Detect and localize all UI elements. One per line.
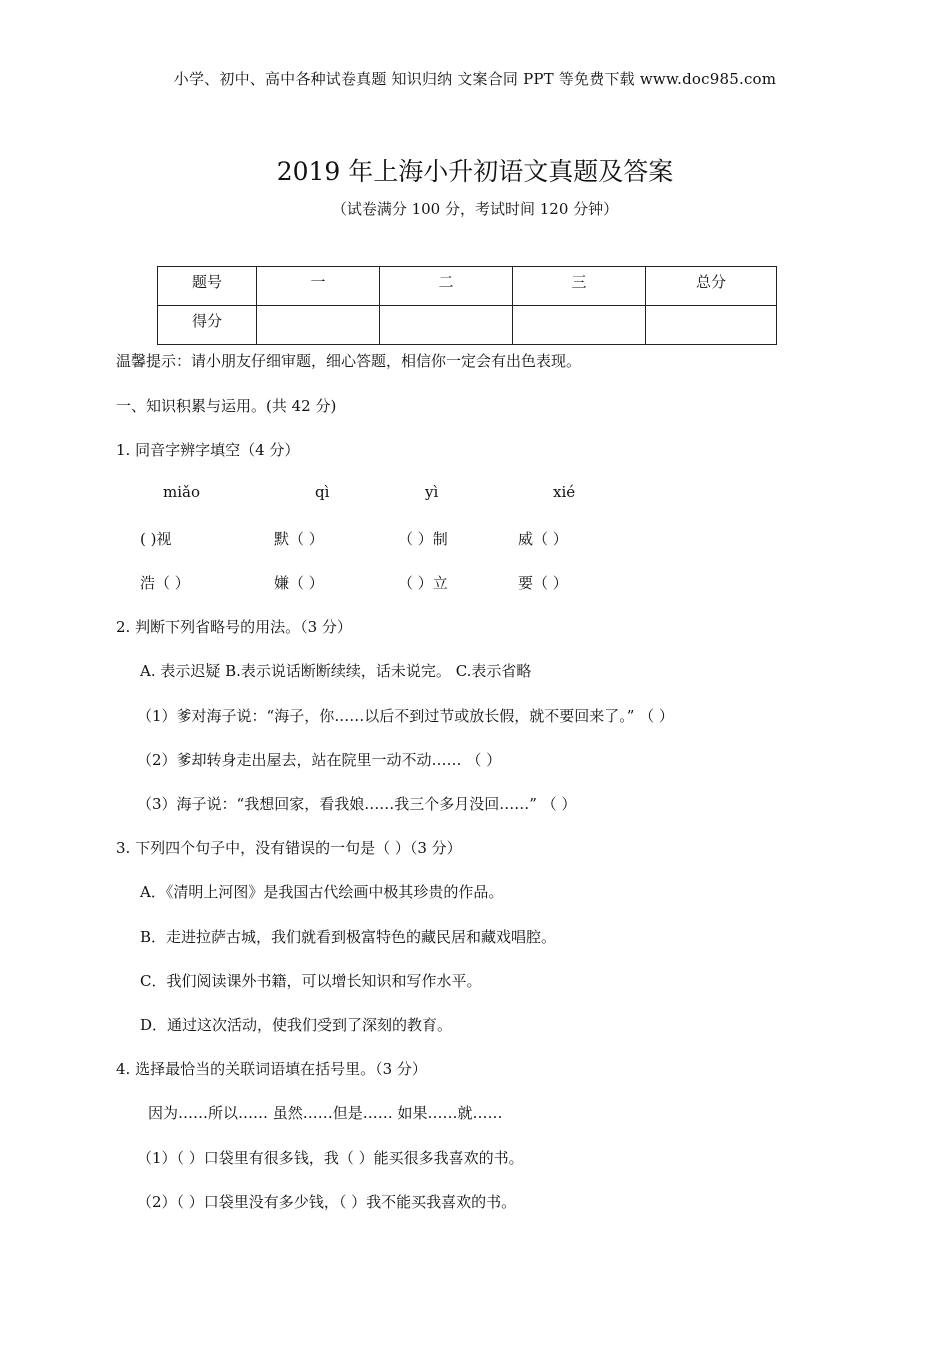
- table-header-cell: 三: [513, 267, 646, 306]
- question-2-item[interactable]: （2）爹却转身走出屋去，站在院里一动不动…… （ ）: [137, 751, 502, 769]
- table-header-cell: 一: [257, 267, 380, 306]
- question-4-item[interactable]: （2）（ ）口袋里没有多少钱，（ ）我不能买我喜欢的书。: [137, 1193, 517, 1211]
- question-3-option: A．《清明上河图》是我国古代绘画中极其珍贵的作品。: [140, 883, 504, 901]
- question-4-item[interactable]: （1）（ ）口袋里有很多钱，我（ ）能买很多我喜欢的书。: [137, 1149, 524, 1167]
- fill-blank[interactable]: 要（ ）: [518, 574, 568, 592]
- question-3-option: D．通过这次活动，使我们受到了深刻的教育。: [140, 1016, 453, 1034]
- question-2-options: A. 表示迟疑 B.表示说话断断续续，话未说完。 C.表示省略: [140, 662, 532, 680]
- page-title: 2019 年上海小升初语文真题及答案: [276, 157, 674, 186]
- pinyin-label: qì: [315, 483, 330, 501]
- fill-blank[interactable]: 威（ ）: [518, 530, 568, 548]
- fill-blank[interactable]: （ ）立: [398, 574, 448, 592]
- pinyin-label: xié: [553, 483, 576, 501]
- table-row-label: 得分: [158, 306, 257, 345]
- question-2-item[interactable]: （1）爹对海子说：“海子，你……以后不到过节或放长假，就不要回来了。” （ ）: [137, 707, 674, 725]
- fill-blank[interactable]: 默（ ）: [274, 530, 324, 548]
- table-header-cell: 题号: [158, 267, 257, 306]
- table-header-cell: 二: [380, 267, 513, 306]
- score-cell[interactable]: [513, 306, 646, 345]
- question-1-title: 1. 同音字辨字填空（4 分）: [116, 441, 300, 459]
- fill-blank[interactable]: ( )视: [140, 530, 172, 548]
- score-cell[interactable]: [380, 306, 513, 345]
- question-3-option: B．走进拉萨古城，我们就看到极富特色的藏民居和藏戏唱腔。: [140, 928, 557, 946]
- exam-info: （试卷满分 100 分，考试时间 120 分钟）: [331, 200, 619, 218]
- question-3-title[interactable]: 3. 下列四个句子中，没有错误的一句是（ ）（3 分）: [116, 839, 462, 857]
- conjunction-options: 因为……所以…… 虽然……但是…… 如果……就……: [148, 1104, 503, 1122]
- score-cell[interactable]: [257, 306, 380, 345]
- score-table: [157, 266, 777, 345]
- question-3-option: C．我们阅读课外书籍，可以增长知识和写作水平。: [140, 972, 482, 990]
- page-header: 小学、初中、高中各种试卷真题 知识归纳 文案合同 PPT 等免费下载 www.doc985.com: [173, 70, 777, 88]
- fill-blank[interactable]: 嫌（ ）: [274, 574, 324, 592]
- table-row: [158, 267, 777, 306]
- fill-blank[interactable]: （ ）制: [398, 530, 448, 548]
- fill-blank[interactable]: 浩（ ）: [140, 574, 190, 592]
- question-2-item[interactable]: （3）海子说：“我想回家，看我娘……我三个多月没回……” （ ）: [137, 795, 577, 813]
- section-heading: 一、知识积累与运用。(共 42 分): [116, 397, 337, 415]
- table-row: [158, 306, 777, 345]
- pinyin-label: yì: [425, 483, 439, 501]
- tip-text: 温馨提示：请小朋友仔细审题，细心答题，相信你一定会有出色表现。: [116, 352, 582, 370]
- score-cell[interactable]: [646, 306, 777, 345]
- pinyin-label: miǎo: [163, 483, 200, 501]
- table-header-cell: 总分: [646, 267, 777, 306]
- question-4-title: 4. 选择最恰当的关联词语填在括号里。（3 分）: [116, 1060, 427, 1078]
- question-2-title: 2. 判断下列省略号的用法。（3 分）: [116, 618, 352, 636]
